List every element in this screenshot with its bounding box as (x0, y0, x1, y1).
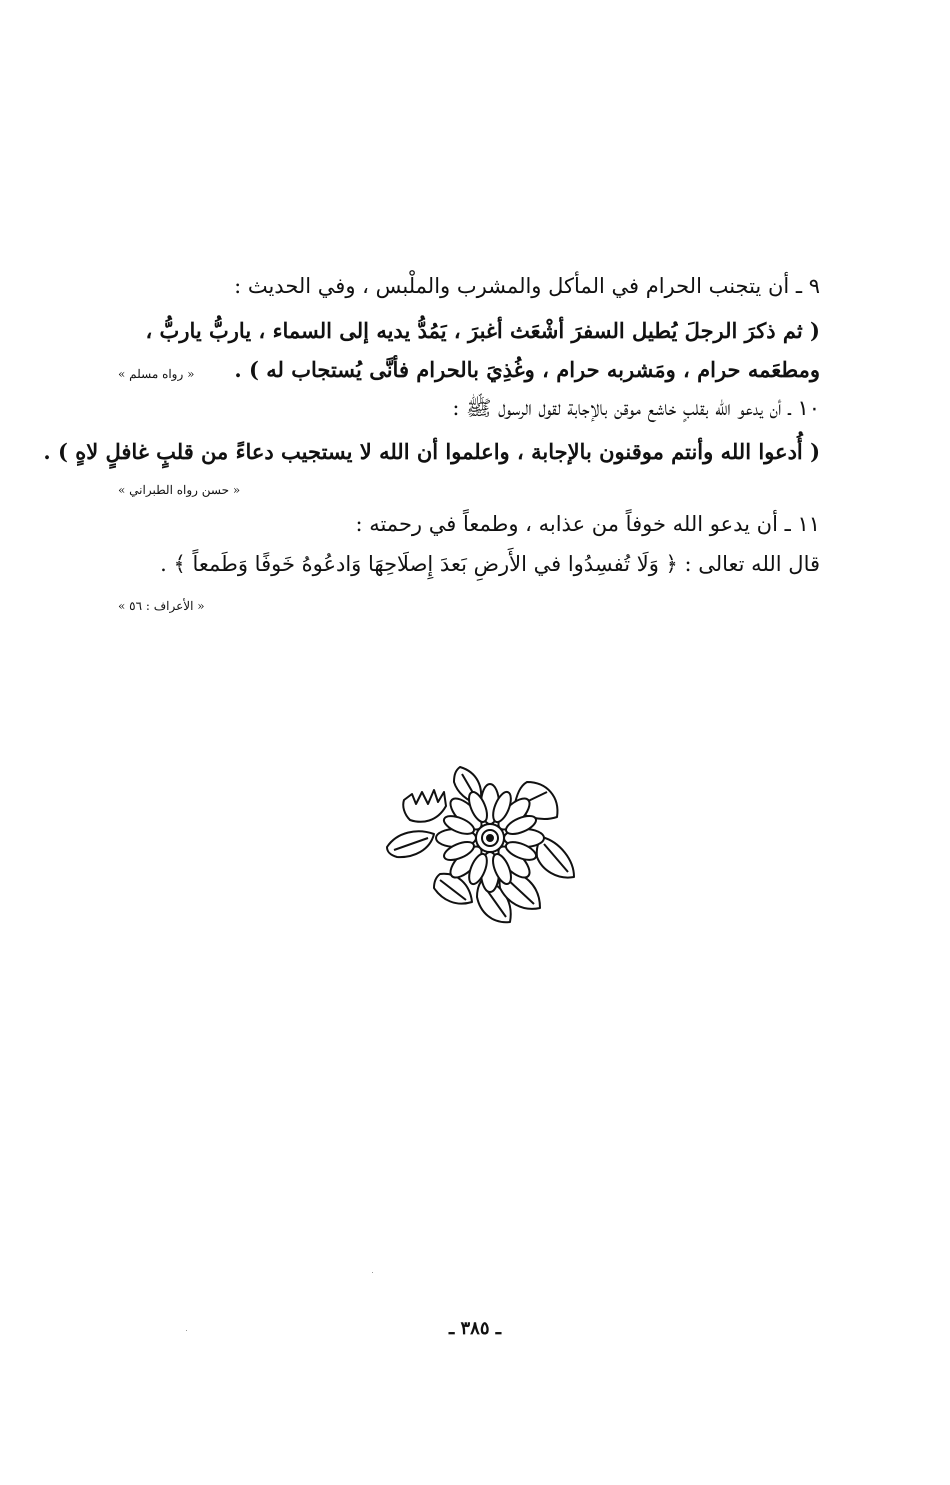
item9-source: « رواه مسلم » (118, 367, 195, 381)
page-number: ـ ٣٨٥ ـ (448, 1318, 502, 1339)
leaf-icon (537, 837, 574, 878)
item10-source: « حسن رواه الطبراني » (118, 483, 241, 497)
leaf-icon (434, 874, 472, 904)
item9-heading: ٩ ـ أن يتجنب الحرام في المأكل والمشرب والملْبس ، وفي الحديث : (234, 274, 820, 298)
leaf-icon (403, 790, 446, 822)
item11-source: « الأعراف : ٥٦ » (118, 599, 205, 613)
flower-center-icon (476, 824, 504, 852)
item11-heading: ١١ ـ أن يدعو الله خوفاً من عذابه ، وطمعاً في رحمته : (355, 512, 820, 536)
flower-ornament-icon (382, 762, 582, 942)
item10-heading: ١٠ ـ أن يدعو الله بقلبٍ خاشع موقن بالإجابة لقول الرسول ﷺ : (452, 396, 820, 420)
item9-quote-line2: ومطعَمه حرام ، ومَشربه حرام ، وغُذِيَ بالحرام فأنَّى يُستجاب له ) . (234, 357, 820, 382)
item9-quote-line1: ( ثم ذكرَ الرجلَ يُطيل السفرَ أشْعَث أغبرَ ، يَمُدُّ يديه إلى السماء ، ياربُّ ياربُّ ، (145, 318, 820, 343)
item10-quote-line1: ( أُدعوا الله وأنتم موقنون بالإجابة ، واعلموا أن الله لا يستجيب دعاءً من قلبٍ غافلٍ لاهٍ ) . (43, 439, 820, 464)
leaf-icon (387, 831, 434, 857)
item11-verse-line: قال الله تعالى : ﴿ وَلَا تُفسِدُوا في الأَرضِ بَعدَ إِصلَاحِهَا وَادعُوهُ خَوفًا وَطَمعاً ﴾ . (160, 552, 820, 576)
scan-speck (372, 1272, 373, 1273)
